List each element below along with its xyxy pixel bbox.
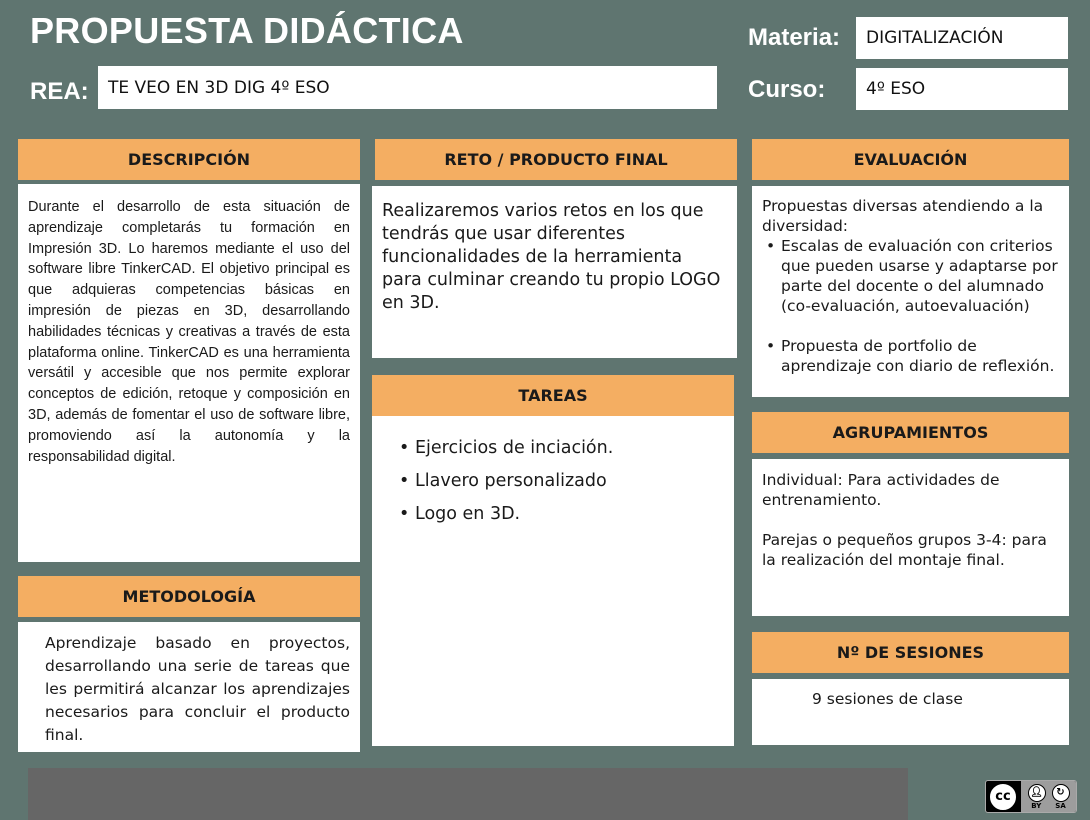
cc-icon: cc [988,782,1018,812]
agrupamientos-parejas: Parejas o pequeños grupos 3-4: para la realización del montaje final. [762,531,1047,569]
descripcion-box [18,184,360,562]
sesiones-heading: Nº DE SESIONES [752,632,1069,673]
footer-bar [28,768,908,820]
page-title: PROPUESTA DIDÁCTICA [30,10,464,51]
by-label: BY [1031,801,1042,810]
list-item: • Ejercicios de inciación. [397,438,734,458]
descripcion-heading: DESCRIPCIÓN [18,139,360,180]
tareas-list [372,416,734,524]
sesiones-box [752,679,1069,745]
tareas-heading: TAREAS [372,375,734,416]
curso-field: 4º ESO [856,68,1068,110]
materia-label: Materia: [748,24,841,51]
reto-heading: RETO / PRODUCTO FINAL [375,139,737,180]
rea-label: REA: [30,78,89,105]
tareas-box [372,416,734,746]
metodologia-text: Aprendizaje basado en proyectos, desarrollando una serie de tareas que les permitirá alcanzar los aprendizajes necesarios para concluir el producto final. [45,634,350,744]
cc-license-badge [985,780,1077,813]
list-item: • Propuesta de portfolio de aprendizaje con diario de reflexión. [764,336,1059,376]
by-icon: 👤︎ [1028,784,1046,802]
curso-label: Curso: [748,76,826,103]
materia-field: DIGITALIZACIÓN [856,17,1068,59]
agrupamientos-box [752,459,1069,616]
evaluacion-list [764,236,1059,376]
evaluacion-box [752,186,1069,397]
metodologia-box [18,622,360,752]
descripcion-text: Durante el desarrollo de esta situación de aprendizaje completarás tu formación en Impresión 3D. Lo haremos mediante el uso del software libre TinkerCAD. El objetivo principal es que adquieras competencias básicas en impresión de piezas en 3D, desarrollando habilidades técnicas y creativas a través de esta plataforma online. TinkerCAD es una herramienta versátil y accesible que nos permite explorar conceptos de edición, retoque y composición en 3D, además de fomentar el uso de software libre, promoviendo así la autonomía y la responsabilidad digital. [28,199,350,465]
evaluacion-heading: EVALUACIÓN [752,139,1069,180]
reto-text: Realizaremos varios retos en los que tendrás que usar diferentes funcionalidades de la herramienta para culminar creando tu propio LOGO en 3D. [382,201,721,313]
sa-label: SA [1055,801,1066,810]
cc-right-panel [1021,781,1076,812]
agrupamientos-individual: Individual: Para actividades de entrenamiento. [762,471,1000,509]
rea-field: TE VEO EN 3D DIG 4º ESO [98,66,717,109]
evaluacion-intro: Propuestas diversas atendiendo a la diversidad: [762,197,1044,235]
metodologia-heading: METODOLOGÍA [18,576,360,617]
list-item: • Logo en 3D. [397,504,734,524]
list-item: • Llavero personalizado [397,471,734,491]
sa-icon: ↻ [1052,784,1070,802]
agrupamientos-heading: AGRUPAMIENTOS [752,412,1069,453]
list-item: • Escalas de evaluación con criterios que pueden usarse y adaptarse por parte del docente o del alumnado (co-evaluación, autoevaluación) [764,236,1059,316]
sesiones-text: 9 sesiones de clase [812,690,963,708]
reto-box [372,186,737,358]
